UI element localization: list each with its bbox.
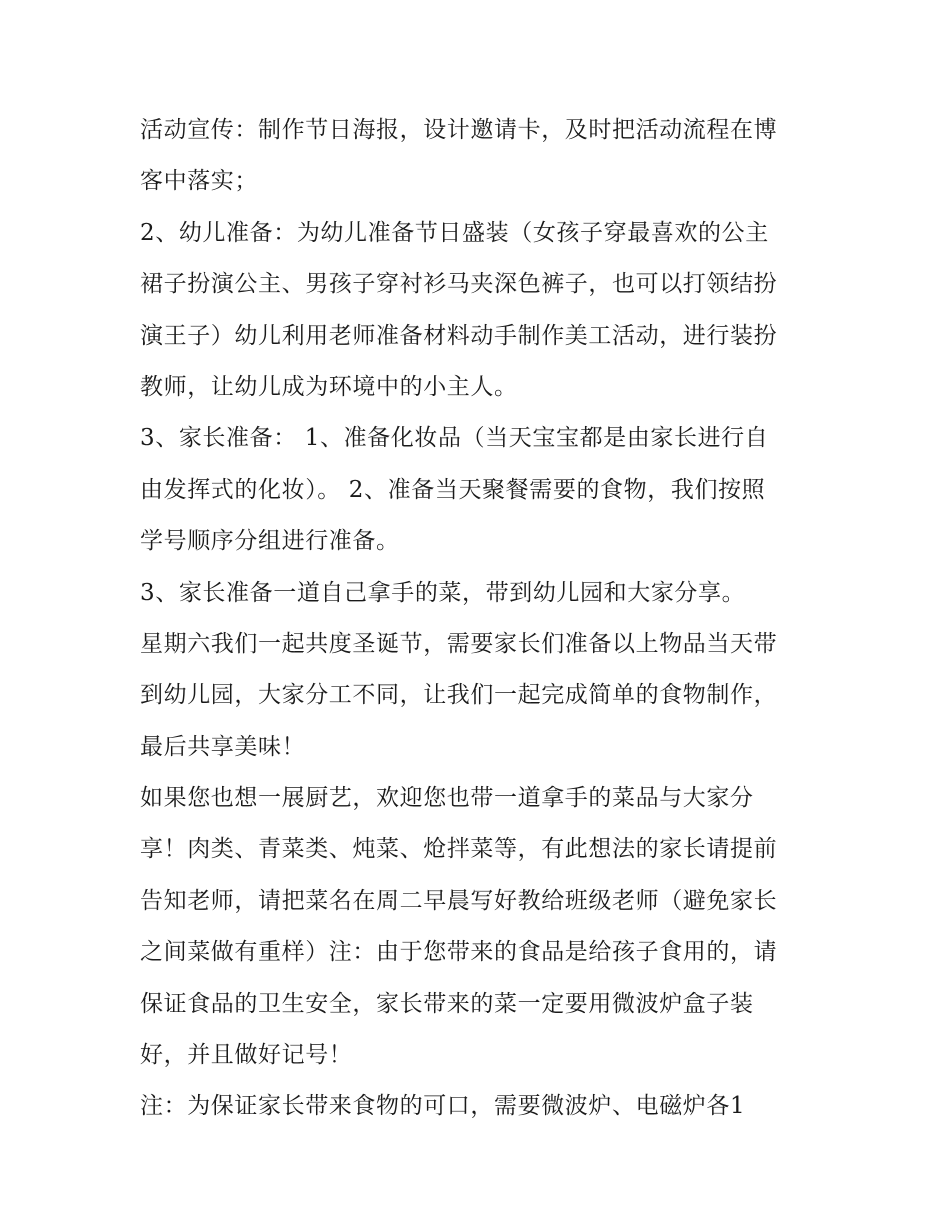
text-line: 之间菜做有重样）注：由于您带来的食品是给孩子食用的，请 xyxy=(140,939,778,966)
text-line: 最后共享美味！ xyxy=(140,733,306,760)
text-line: 好，并且做好记号！ xyxy=(140,1042,353,1069)
text-line: 由发挥式的化妆）。 2、准备当天聚餐需要的食物，我们按照 xyxy=(140,476,766,503)
text-line: 教师，让幼儿成为环境中的小主人。 xyxy=(140,373,518,400)
text-line: 保证食品的卫生安全，家长带来的菜一定要用微波炉盒子装 xyxy=(140,990,754,1017)
text-line: 3、家长准备： 1、准备化妆品（当天宝宝都是由家长进行自 xyxy=(140,425,769,452)
text-line: 3、家长准备一道自己拿手的菜，带到幼儿园和大家分享。 xyxy=(140,579,746,606)
text-line: 裙子扮演公主、男孩子穿衬衫马夹深色裤子，也可以打领结扮 xyxy=(140,271,778,298)
text-line: 星期六我们一起共度圣诞节，需要家长们准备以上物品当天带 xyxy=(140,630,778,657)
text-line: 如果您也想一展厨艺，欢迎您也带一道拿手的菜品与大家分 xyxy=(140,785,754,812)
text-line: 注：为保证家长带来食物的可口，需要微波炉、电磁炉各1 xyxy=(140,1093,746,1120)
text-line: 告知老师，请把菜名在周二早晨写好教给班级老师（避免家长 xyxy=(140,887,778,914)
text-line: 活动宣传：制作节日海报，设计邀请卡，及时把活动流程在博 xyxy=(140,117,778,143)
text-line: 享！肉类、青菜类、炖菜、炝拌菜等，有此想法的家长请提前 xyxy=(140,836,778,863)
text-line: 到幼儿园，大家分工不同，让我们一起完成简单的食物制作， xyxy=(140,682,778,709)
text-line: 2、幼儿准备：为幼儿准备节日盛装（女孩子穿最喜欢的公主 xyxy=(140,219,769,246)
text-line: 客中落实； xyxy=(140,168,258,195)
document-body xyxy=(140,105,820,1133)
text-line: 学号顺序分组进行准备。 xyxy=(140,528,400,555)
text-line: 演王子）幼儿利用老师准备材料动手制作美工活动，进行装扮 xyxy=(140,322,778,349)
